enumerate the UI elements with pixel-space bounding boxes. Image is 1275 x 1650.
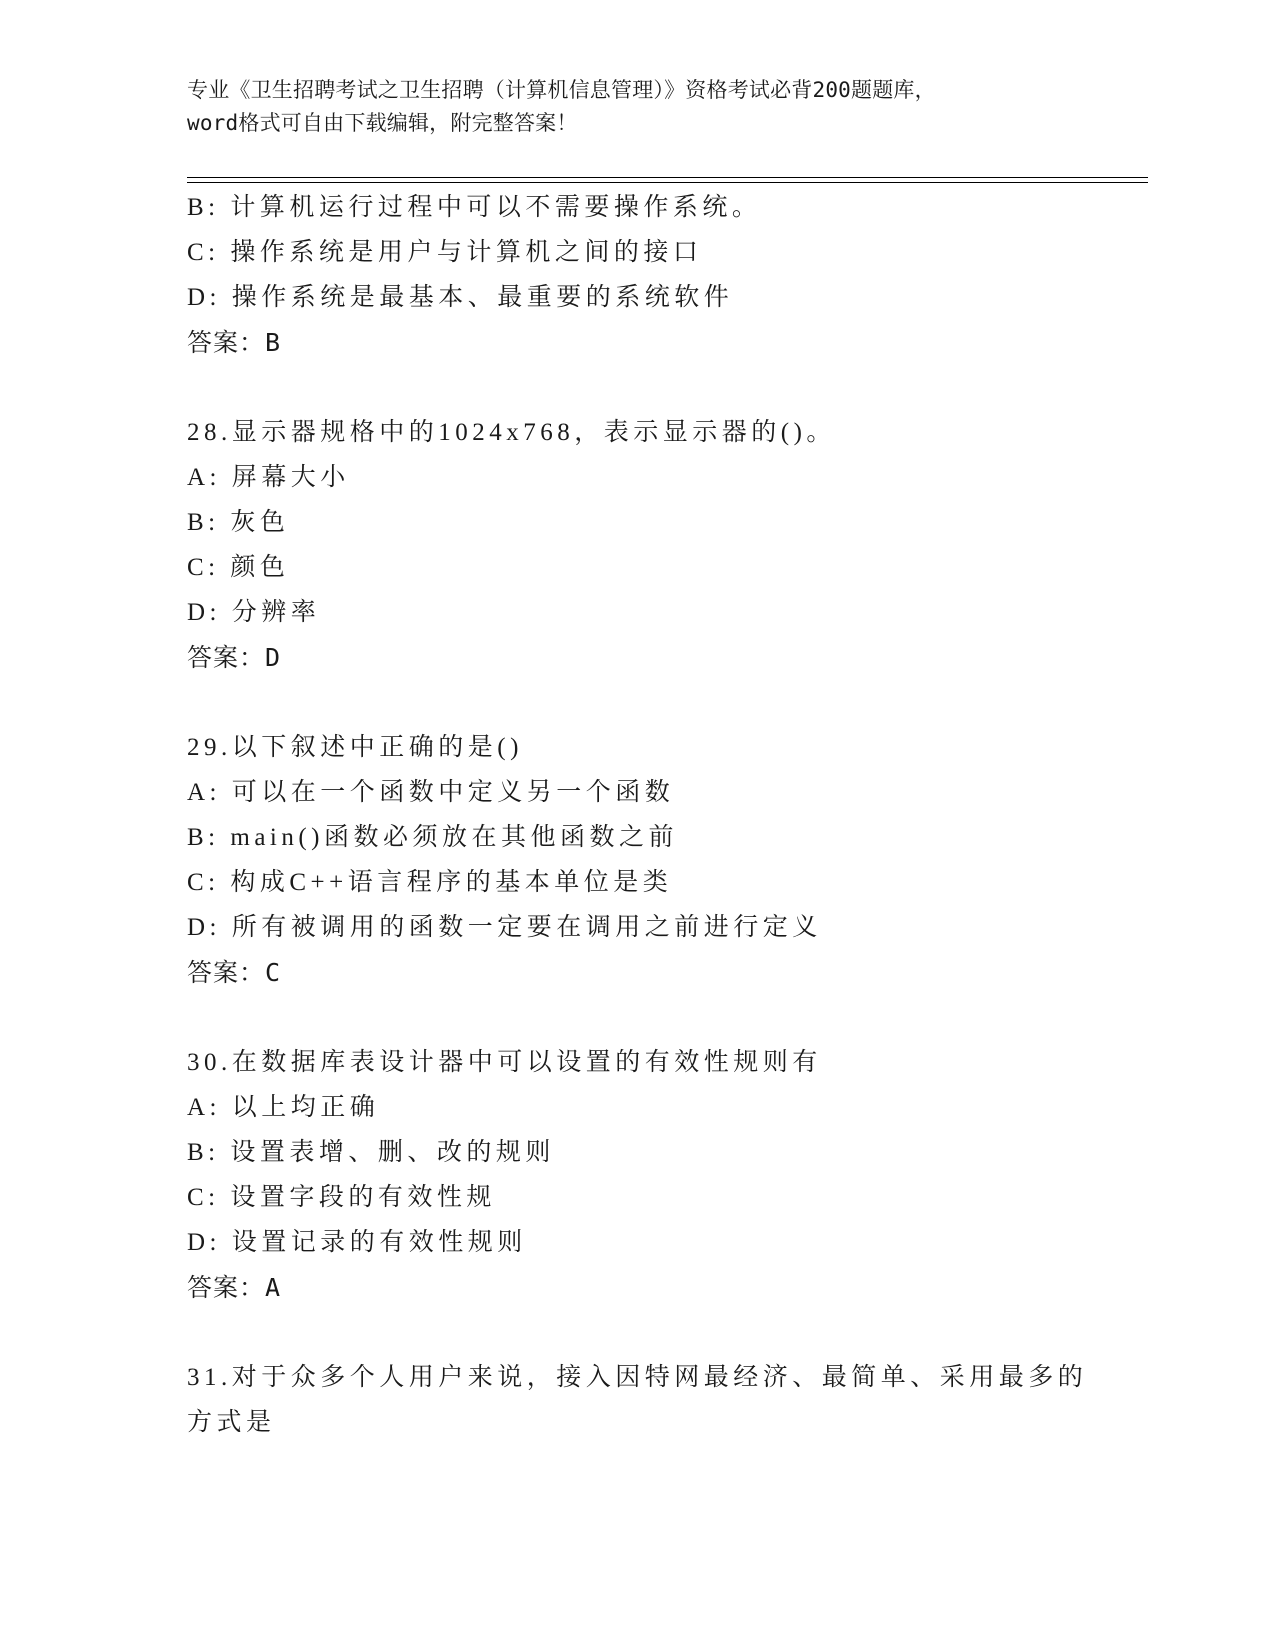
answer-value: B: [265, 328, 282, 357]
answer-label: 答案：: [187, 643, 266, 672]
q28-option-a: A: 屏幕大小: [187, 464, 350, 491]
answer-label: 答案：: [187, 328, 266, 357]
header-divider-top: [187, 177, 1148, 178]
answer-value: A: [265, 1273, 282, 1302]
answer-value: D: [265, 643, 282, 672]
q31-question-line-2: 方式是: [187, 1409, 276, 1436]
answer-label: 答案：: [187, 1273, 266, 1302]
q30-answer: [187, 1273, 281, 1303]
q27-option-b: B: 计算机运行过程中可以不需要操作系统。: [187, 194, 762, 221]
document-header: [187, 74, 1087, 140]
header-title-line-1: 专业《卫生招聘考试之卫生招聘（计算机信息管理）》资格考试必背200题题库，: [187, 78, 936, 102]
q29-question: 29.以下叙述中正确的是(): [187, 734, 523, 761]
q29-option-c: C: 构成C++语言程序的基本单位是类: [187, 869, 673, 896]
q27-option-d: D: 操作系统是最基本、最重要的系统软件: [187, 284, 734, 311]
header-title-line-2: word格式可自由下载编辑，附完整答案！: [187, 111, 578, 135]
q30-option-c: C: 设置字段的有效性规: [187, 1184, 496, 1211]
q30-question: 30.在数据库表设计器中可以设置的有效性规则有: [187, 1049, 822, 1076]
header-divider-bottom: [187, 182, 1148, 183]
q29-option-a: A: 可以在一个函数中定义另一个函数: [187, 779, 675, 806]
q28-question: 28.显示器规格中的1024x768，表示显示器的()。: [187, 419, 836, 446]
q28-option-c: C: 颜色: [187, 554, 290, 581]
q29-option-b: B: main()函数必须放在其他函数之前: [187, 824, 679, 851]
q30-option-b: B: 设置表增、删、改的规则: [187, 1139, 555, 1166]
q31-question-line-1: 31.对于众多个人用户来说，接入因特网最经济、最简单、采用最多的: [187, 1364, 1088, 1391]
q30-option-d: D: 设置记录的有效性规则: [187, 1229, 527, 1256]
q28-option-d: D: 分辨率: [187, 599, 321, 626]
answer-value: C: [265, 958, 282, 987]
q29-answer: [187, 958, 281, 988]
q28-answer: [187, 643, 281, 673]
q27-answer: [187, 328, 281, 358]
q28-option-b: B: 灰色: [187, 509, 290, 536]
q29-option-d: D: 所有被调用的函数一定要在调用之前进行定义: [187, 914, 822, 941]
q27-option-c: C: 操作系统是用户与计算机之间的接口: [187, 239, 703, 266]
answer-label: 答案：: [187, 958, 266, 987]
q30-option-a: A: 以上均正确: [187, 1094, 380, 1121]
